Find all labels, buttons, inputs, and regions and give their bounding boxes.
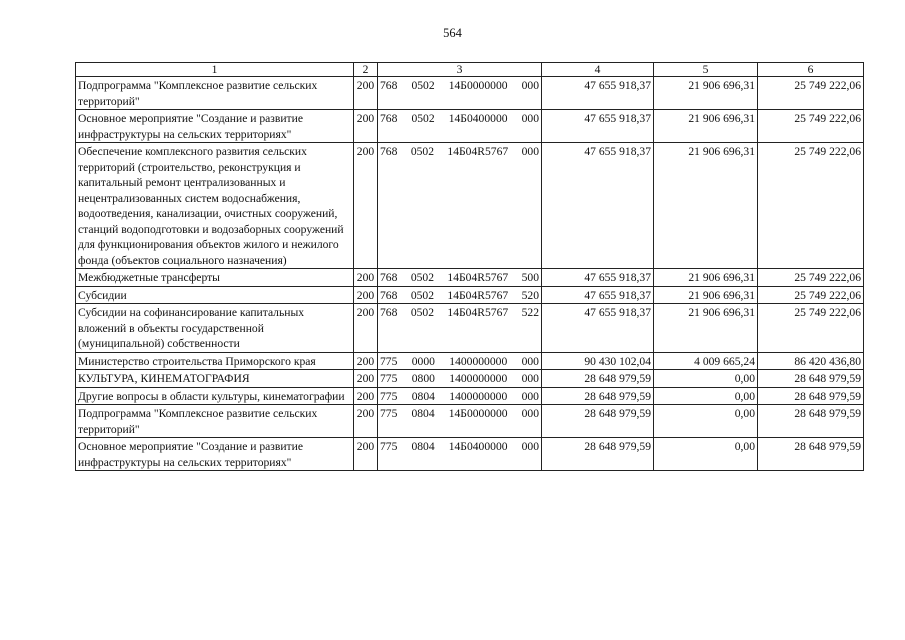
row-code-200: 200 xyxy=(354,286,378,304)
section-code: 0502 xyxy=(411,79,435,92)
row-name: Межбюджетные трансферты xyxy=(76,269,354,287)
row-value-col6: 86 420 436,80 xyxy=(758,352,864,370)
column-header: 4 xyxy=(542,63,654,77)
table-row xyxy=(76,286,864,304)
ministry-code: 775 xyxy=(380,372,398,385)
row-budget-code xyxy=(378,143,542,269)
column-header: 3 xyxy=(378,63,542,77)
target-code: 1400000000 xyxy=(449,354,508,368)
row-name: Другие вопросы в области культуры, кинематографии xyxy=(76,387,354,405)
row-code-200: 200 xyxy=(354,304,378,353)
row-code-200: 200 xyxy=(354,269,378,287)
ministry-code: 768 xyxy=(380,112,398,125)
row-value-col4: 28 648 979,59 xyxy=(542,438,654,471)
column-header: 2 xyxy=(354,63,378,77)
ministry-code: 768 xyxy=(380,145,398,158)
expense-type-code: 000 xyxy=(521,440,539,453)
row-name: Министерство строительства Приморского края xyxy=(76,352,354,370)
row-value-col5: 21 906 696,31 xyxy=(654,269,758,287)
row-name: Обеспечение комплексного развития сельских территорий (строительство, реконструкция и капитальный ремонт централизованных и нецентрализованных систем водоснабжения, водоотведения, канализации, очистных сооружений, станций водоподготовки и водозаборных сооружений для функционирования объектов жилого и нежилого фонда (объектов социального назначения) xyxy=(76,143,354,269)
row-budget-code xyxy=(378,269,542,287)
row-code-200: 200 xyxy=(354,352,378,370)
target-code: 1400000000 xyxy=(449,389,508,403)
row-value-col4: 47 655 918,37 xyxy=(542,269,654,287)
row-value-col4: 47 655 918,37 xyxy=(542,110,654,143)
ministry-code: 768 xyxy=(380,306,398,319)
table-body xyxy=(76,77,864,471)
section-code: 0804 xyxy=(411,440,435,453)
section-code: 0000 xyxy=(411,354,435,368)
page-number: 564 xyxy=(443,26,462,40)
row-value-col5: 0,00 xyxy=(654,438,758,471)
row-code-200: 200 xyxy=(354,438,378,471)
target-code: 14Б04R5767 xyxy=(447,145,509,158)
section-code: 0502 xyxy=(410,145,434,158)
row-name: Основное мероприятие "Создание и развитие инфраструктуры на сельских территориях" xyxy=(76,110,354,143)
row-name: Подпрограмма "Комплексное развитие сельских территорий" xyxy=(76,77,354,110)
table-row xyxy=(76,405,864,438)
row-value-col6: 25 749 222,06 xyxy=(758,143,864,269)
row-name: Субсидии xyxy=(76,286,354,304)
row-value-col5: 0,00 xyxy=(654,370,758,388)
ministry-code: 775 xyxy=(380,389,398,403)
section-code: 0804 xyxy=(411,407,435,420)
table-row xyxy=(76,370,864,388)
section-code: 0804 xyxy=(411,389,435,403)
row-budget-code xyxy=(378,110,542,143)
target-code: 14Б0000000 xyxy=(448,407,508,420)
row-name: Субсидии на софинансирование капитальных вложений в объекты государственной (муниципальной) собственности xyxy=(76,304,354,353)
row-value-col6: 25 749 222,06 xyxy=(758,304,864,353)
target-code: 1400000000 xyxy=(449,372,508,385)
section-code: 0502 xyxy=(410,306,434,319)
row-value-col5: 21 906 696,31 xyxy=(654,304,758,353)
ministry-code: 768 xyxy=(380,271,398,284)
row-code-200: 200 xyxy=(354,370,378,388)
row-value-col5: 0,00 xyxy=(654,387,758,405)
row-value-col5: 21 906 696,31 xyxy=(654,110,758,143)
target-code: 14Б0000000 xyxy=(448,79,508,92)
table-row xyxy=(76,77,864,110)
row-value-col4: 47 655 918,37 xyxy=(542,286,654,304)
row-value-col5: 21 906 696,31 xyxy=(654,143,758,269)
section-code: 0502 xyxy=(410,271,434,284)
row-budget-code xyxy=(378,405,542,438)
table-row xyxy=(76,438,864,471)
row-value-col4: 28 648 979,59 xyxy=(542,405,654,438)
row-budget-code xyxy=(378,304,542,353)
expense-type-code: 000 xyxy=(521,79,539,92)
ministry-code: 775 xyxy=(380,407,398,420)
row-name: Основное мероприятие "Создание и развитие инфраструктуры на сельских территориях" xyxy=(76,438,354,471)
ministry-code: 768 xyxy=(380,288,398,302)
row-value-col6: 25 749 222,06 xyxy=(758,77,864,110)
row-code-200: 200 xyxy=(354,405,378,438)
row-value-col5: 4 009 665,24 xyxy=(654,352,758,370)
target-code: 14Б0400000 xyxy=(448,112,508,125)
row-value-col6: 28 648 979,59 xyxy=(758,370,864,388)
row-value-col4: 28 648 979,59 xyxy=(542,370,654,388)
target-code: 14Б04R5767 xyxy=(447,288,509,302)
row-value-col4: 28 648 979,59 xyxy=(542,387,654,405)
row-value-col5: 0,00 xyxy=(654,405,758,438)
expense-type-code: 520 xyxy=(521,288,539,302)
budget-table xyxy=(75,62,864,471)
ministry-code: 768 xyxy=(380,79,398,92)
expense-type-code: 000 xyxy=(521,112,539,125)
target-code: 14Б04R5767 xyxy=(447,271,509,284)
row-name: Подпрограмма "Комплексное развитие сельских территорий" xyxy=(76,405,354,438)
section-code: 0800 xyxy=(411,372,435,385)
row-value-col4: 47 655 918,37 xyxy=(542,77,654,110)
expense-type-code: 000 xyxy=(521,407,539,420)
row-value-col6: 28 648 979,59 xyxy=(758,387,864,405)
row-value-col4: 90 430 102,04 xyxy=(542,352,654,370)
row-value-col6: 25 749 222,06 xyxy=(758,286,864,304)
expense-type-code: 522 xyxy=(521,306,539,319)
table-row xyxy=(76,304,864,353)
target-code: 14Б0400000 xyxy=(448,440,508,453)
row-value-col5: 21 906 696,31 xyxy=(654,77,758,110)
row-code-200: 200 xyxy=(354,143,378,269)
row-value-col6: 25 749 222,06 xyxy=(758,269,864,287)
table-row xyxy=(76,352,864,370)
row-budget-code xyxy=(378,77,542,110)
row-code-200: 200 xyxy=(354,110,378,143)
table-row xyxy=(76,110,864,143)
expense-type-code: 000 xyxy=(521,145,539,158)
table-row xyxy=(76,269,864,287)
row-value-col4: 47 655 918,37 xyxy=(542,304,654,353)
table-row xyxy=(76,387,864,405)
row-code-200: 200 xyxy=(354,387,378,405)
expense-type-code: 000 xyxy=(521,372,539,385)
row-value-col6: 25 749 222,06 xyxy=(758,110,864,143)
row-budget-code xyxy=(378,352,542,370)
row-value-col5: 21 906 696,31 xyxy=(654,286,758,304)
row-value-col6: 28 648 979,59 xyxy=(758,438,864,471)
section-code: 0502 xyxy=(410,288,434,302)
column-header: 6 xyxy=(758,63,864,77)
row-budget-code xyxy=(378,370,542,388)
expense-type-code: 000 xyxy=(521,354,539,368)
row-value-col4: 47 655 918,37 xyxy=(542,143,654,269)
row-name: КУЛЬТУРА, КИНЕМАТОГРАФИЯ xyxy=(76,370,354,388)
section-code: 0502 xyxy=(411,112,435,125)
expense-type-code: 000 xyxy=(521,389,539,403)
column-header: 5 xyxy=(654,63,758,77)
row-budget-code xyxy=(378,286,542,304)
ministry-code: 775 xyxy=(380,354,398,368)
column-header: 1 xyxy=(76,63,354,77)
row-value-col6: 28 648 979,59 xyxy=(758,405,864,438)
table-header-row xyxy=(76,63,864,77)
table-row xyxy=(76,143,864,269)
row-budget-code xyxy=(378,438,542,471)
row-budget-code xyxy=(378,387,542,405)
ministry-code: 775 xyxy=(380,440,398,453)
target-code: 14Б04R5767 xyxy=(447,306,509,319)
row-code-200: 200 xyxy=(354,77,378,110)
expense-type-code: 500 xyxy=(521,271,539,284)
